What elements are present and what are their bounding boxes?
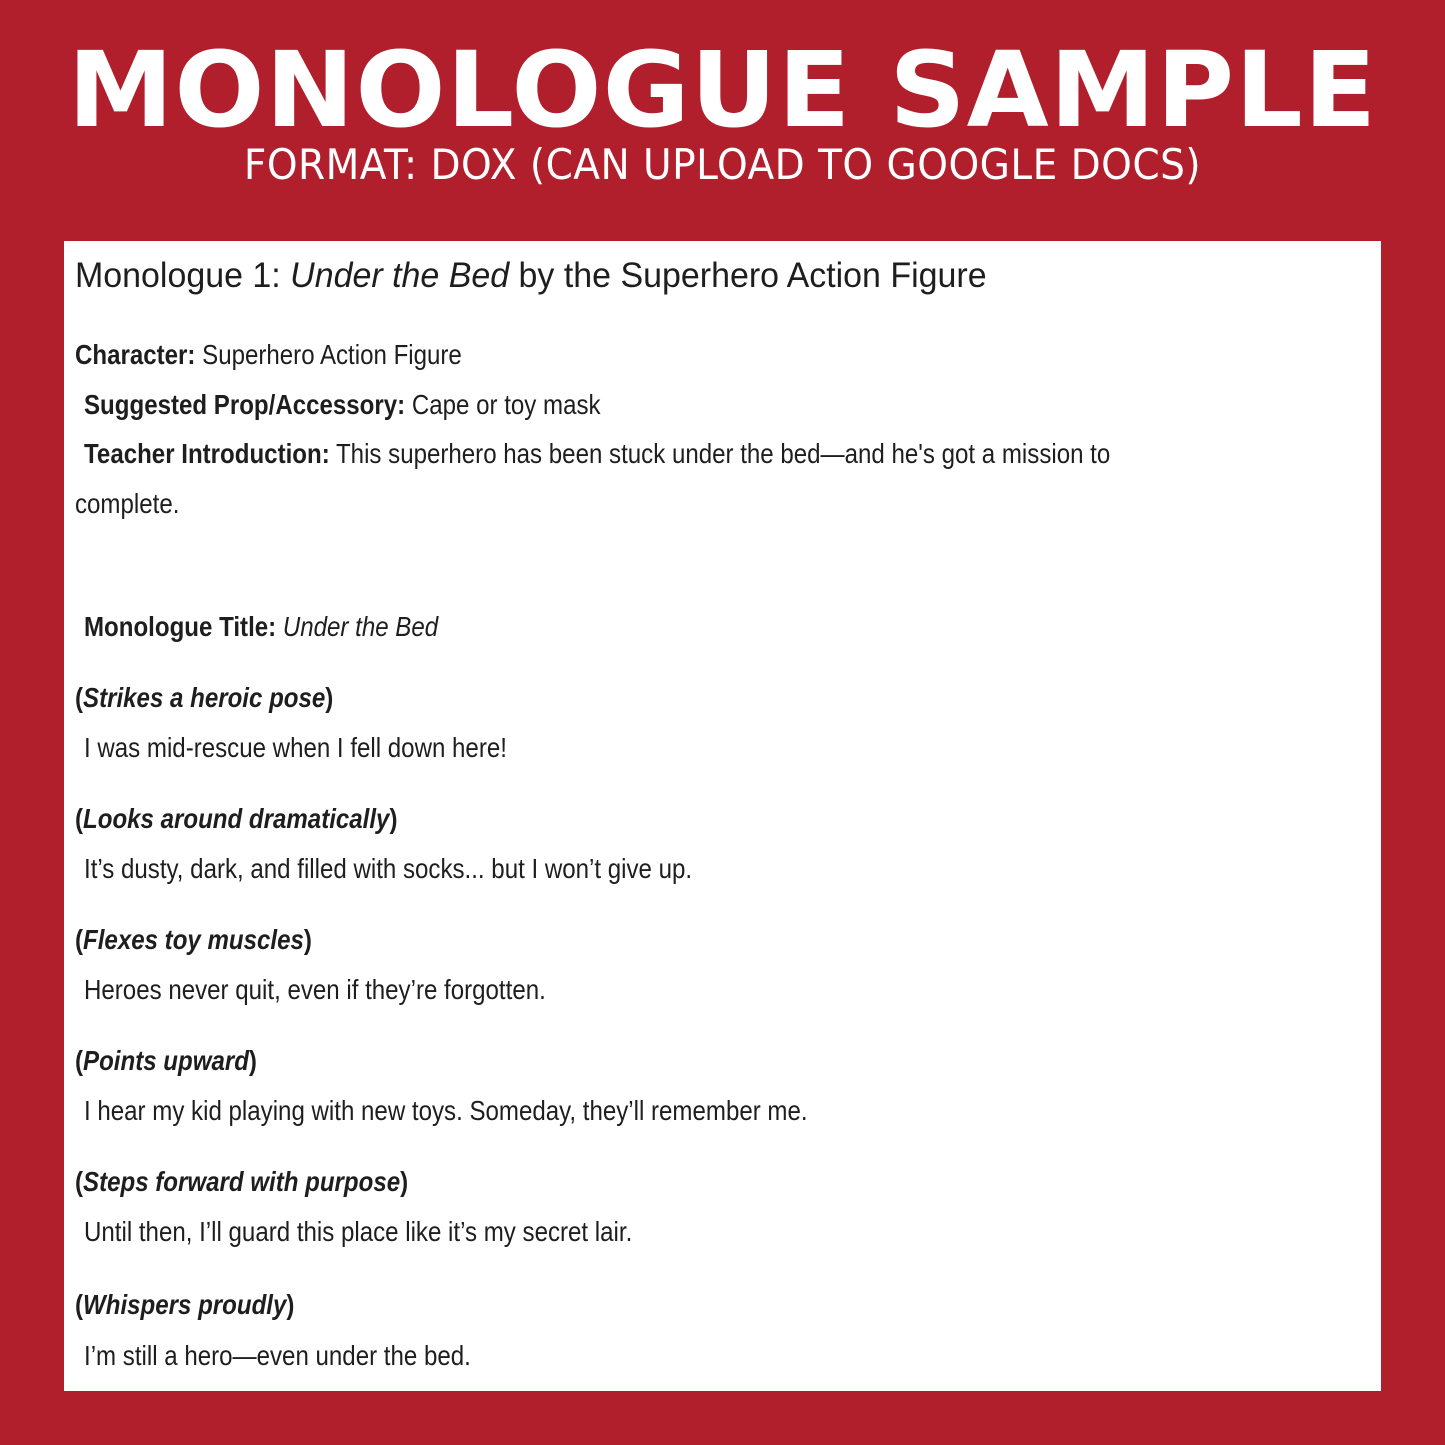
intro-line: [84, 438, 1110, 470]
dialogue-line: I’m still a hero—even under the bed.: [84, 1340, 471, 1371]
direction-text: Looks around dramatically: [83, 803, 390, 834]
stage-direction: [75, 924, 312, 956]
prop-value: Cape or toy mask: [405, 389, 601, 420]
dialogue-line: I hear my kid playing with new toys. Someday, they’ll remember me.: [84, 1095, 808, 1126]
direction-text: Strikes a heroic pose: [83, 682, 326, 713]
monologue-title-label: Monologue Title:: [84, 611, 277, 642]
intro-line-continued: complete.: [75, 488, 180, 519]
paren-close: ): [325, 682, 334, 713]
banner-subtitle: FORMAT: DOX (CAN UPLOAD TO GOOGLE DOCS): [243, 140, 1202, 189]
paren-close: ): [400, 1166, 409, 1197]
heading-title: Under the Bed: [290, 256, 510, 295]
character-label: Character:: [75, 339, 196, 370]
direction-text: Steps forward with purpose: [83, 1166, 401, 1197]
dialogue-line: I was mid-rescue when I fell down here!: [84, 732, 507, 763]
direction-text: Flexes toy muscles: [83, 924, 304, 955]
direction-text: Whispers proudly: [83, 1289, 287, 1320]
stage-direction: [75, 1166, 408, 1198]
banner-title: MONOLOGUE SAMPLE: [67, 29, 1378, 151]
intro-value: This superhero has been stuck under the bed—and he's got a mission to: [329, 438, 1111, 469]
monologue-title-value: Under the Bed: [276, 611, 439, 642]
intro-label: Teacher Introduction:: [84, 438, 330, 469]
paren-open: (: [75, 1045, 84, 1076]
paren-open: (: [75, 682, 84, 713]
dialogue-line: Until then, I’ll guard this place like it’s my secret lair.: [84, 1216, 633, 1247]
stage-direction: [75, 682, 333, 714]
paren-open: (: [75, 1289, 84, 1320]
stage-direction: [75, 1289, 294, 1321]
stage-direction: [75, 1045, 257, 1077]
prop-label: Suggested Prop/Accessory:: [84, 389, 406, 420]
direction-text: Points upward: [83, 1045, 249, 1076]
document-panel: [64, 241, 1381, 1391]
paren-open: (: [75, 924, 84, 955]
heading-suffix: by the Superhero Action Figure: [509, 256, 987, 295]
paren-close: ): [303, 924, 312, 955]
dialogue-line: Heroes never quit, even if they’re forgotten.: [84, 974, 546, 1005]
paren-open: (: [75, 1166, 84, 1197]
heading-prefix: Monologue 1:: [75, 256, 291, 295]
dialogue-line: It’s dusty, dark, and filled with socks... but I won’t give up.: [84, 853, 693, 884]
prop-line: [84, 389, 601, 421]
paren-close: ): [286, 1289, 295, 1320]
paren-close: ): [248, 1045, 257, 1076]
paren-close: ): [389, 803, 398, 834]
document-heading: [75, 256, 987, 296]
stage-direction: [75, 803, 397, 835]
monologue-title-line: [84, 611, 438, 643]
character-value: Superhero Action Figure: [195, 339, 462, 370]
character-line: [75, 339, 462, 371]
paren-open: (: [75, 803, 84, 834]
